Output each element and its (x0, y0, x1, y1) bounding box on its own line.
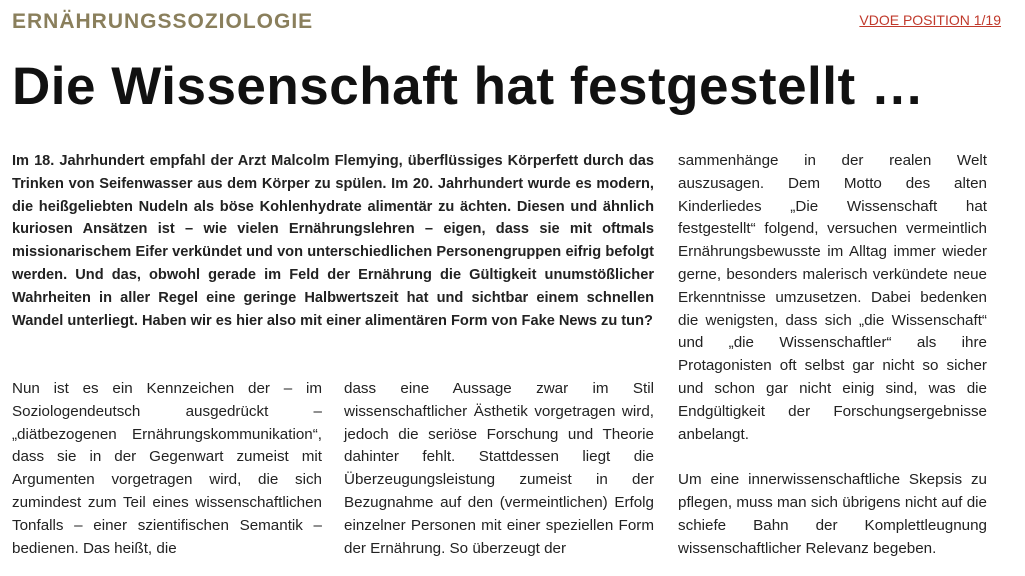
body-column-3-paragraph-1: sammenhänge in der realen Welt auszusagen. Dem Motto des alten Kinderliedes „Die Wissenschaft hat festgestellt“ folgend, versuchen vermeintlich Ernährungsbewusste im Alltag immer wieder gerne, besonders malerisch verkündete neue Erkenntnisse umzusetzen. Dabei bedenken die wenigsten, dass sich „die Wissenschaft“ und „die Wissenschaftler“ als ihre Protagonisten oft selbst gar nicht so sicher und schon gar nicht einig sind, was die Endgültigkeit der Forschungsergebnisse anbelangt. (678, 152, 987, 443)
body-column-3-paragraph-2: Um eine innerwissenschaftliche Skepsis zu pflegen, muss man sich übrigens nicht auf die schiefe Bahn der Komplettleugnung wissenschaftlicher Relevanz begeben. (678, 471, 987, 557)
issue-position-label: VDOE POSITION 1/19 (859, 12, 1001, 28)
section-label: ERNÄHRUNGSSOZIOLOGIE (12, 10, 314, 33)
body-column-2: dass eine Aussage zwar im Stil wissenschaftlicher Ästhetik vorgetragen wird, jedoch die seriöse Forschung und Theorie dahinter fehlt. Stattdessen liegt die Überzeugungsleistung zumeist in der Bezugnahme auf den (vermeintlichen) Erfolg einzelner Personen mit einer speziellen Form der Ernährung. So überzeugt der (344, 380, 654, 557)
body-column-3 (678, 150, 987, 560)
article-lead: Im 18. Jahrhundert empfahl der Arzt Malcolm Flemying, überflüssiges Körperfett durch das Trinken von Seifenwasser aus dem Körper zu spülen. Im 20. Jahrhundert wurde es modern, die heißgeliebten Nudeln als böse Kohlenhydrate alimentär zu ächten. Diesen und ähnlich kuriosen Ansätzen ist – wie vielen Ernährungslehren – eigen, dass sie mit oftmals missionarischem Eifer verkündet und von unterschiedlichen Personengruppen eifrig befolgt werden. Und das, obwohl gerade im Feld der Ernährung die Gültigkeit unumstößlicher Wahrheiten in aller Regel eine geringe Halbwertszeit hat und sichtbar einem schnellen Wandel unterliegt. Haben wir es hier also mit einer alimentären Form von Fake News zu tun? (12, 153, 654, 329)
article-headline: Die Wissenschaft hat festgestellt … (12, 57, 925, 116)
body-column-1: Nun ist es ein Kennzeichen der – im Soziologendeutsch ausgedrückt – „diätbezogenen Ernährungskommunikation“, dass sie in der Gegenwart zumeist mit Argumenten vorgetragen wird, die sich zumindest zum Teil eines wissenschaftlichen Tonfalls – einer szientifischen Semantik – bedienen. Das heißt, die (12, 380, 322, 557)
